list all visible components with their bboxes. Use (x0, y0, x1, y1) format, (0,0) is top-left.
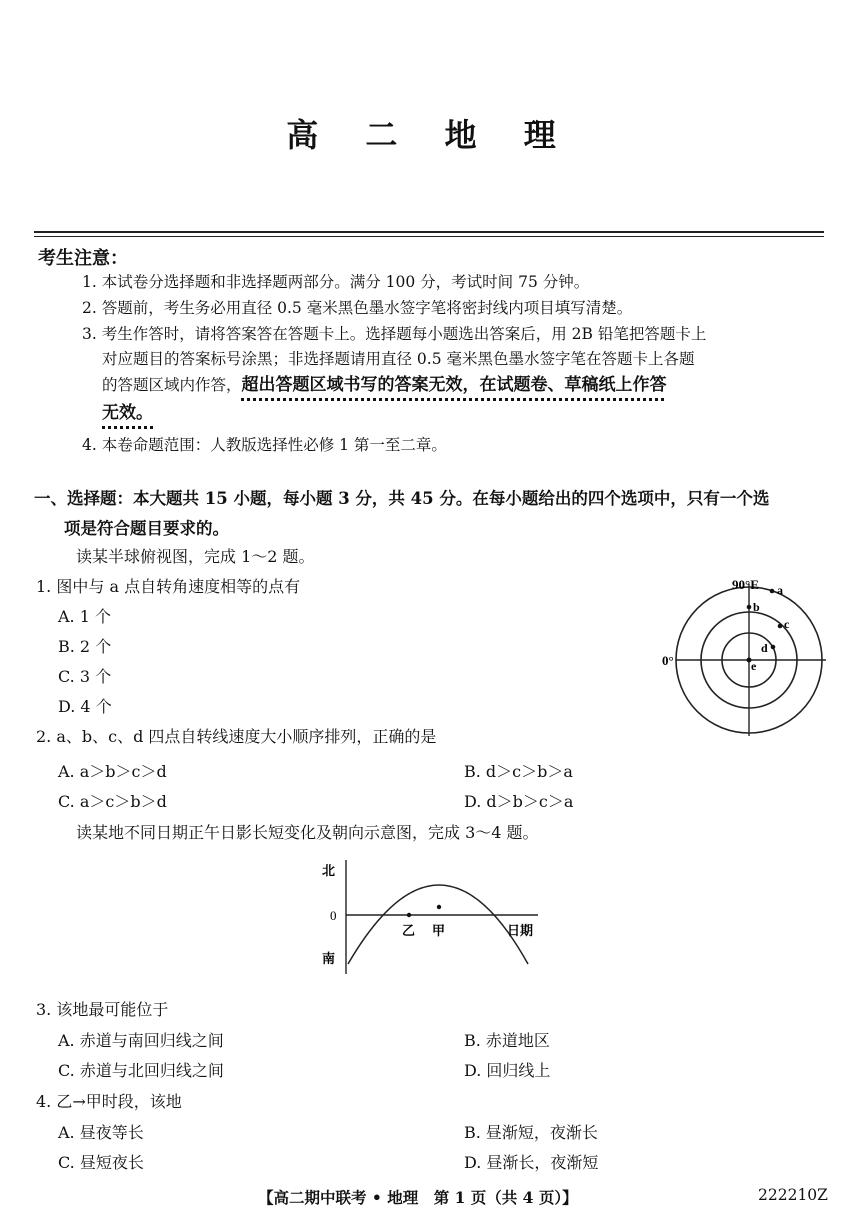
notice-emphasis: 超出答题区域书写的答案无效，在试题卷、草稿纸上作答 (241, 375, 667, 395)
label-south: 南 (322, 951, 336, 966)
label-jia: 甲 (432, 923, 446, 938)
point-jia (437, 905, 441, 909)
label-0-degree: 0° (662, 653, 674, 668)
notice-heading: 考生注意： (38, 248, 128, 269)
label-north: 北 (322, 863, 336, 878)
notice-item-3-line-4 (102, 401, 153, 425)
question-2-stem: 2. a、b、c、d 四点自转线速度大小顺序排列，正确的是 (36, 727, 437, 746)
intro-questions-3-4: 读某地不同日期正午日影长短变化及朝向示意图，完成 3～4 题。 (76, 823, 539, 842)
question-3-option-b: B. 赤道地区 (464, 1031, 550, 1050)
notice-item-3-line-3 (102, 373, 667, 397)
question-3-option-d: D. 回归线上 (464, 1061, 551, 1080)
label-90e: 90°E (732, 577, 759, 592)
point-yi (407, 913, 411, 917)
label-d: d (761, 641, 768, 655)
question-3-stem: 3. 该地最可能位于 (36, 1000, 169, 1019)
question-2-option-a: A. a＞b＞c＞d (58, 762, 167, 781)
notice-item-1: 1. 本试卷分选择题和非选择题两部分。满分 100 分，考试时间 75 分钟。 (82, 273, 590, 291)
question-1-stem: 1. 图中与 a 点自转角速度相等的点有 (36, 577, 301, 596)
label-c: c (784, 617, 790, 631)
question-2-option-c: C. a＞c＞b＞d (58, 792, 167, 811)
question-1-option-a: A. 1 个 (58, 607, 111, 626)
footer-code: 222210Z (758, 1186, 828, 1204)
question-1-option-c: C. 3 个 (58, 667, 112, 686)
label-yi: 乙 (402, 923, 416, 938)
point-b (747, 605, 752, 610)
header-rule-thick (34, 231, 824, 233)
point-d (771, 645, 776, 650)
question-4-option-b: B. 昼渐短，夜渐长 (464, 1123, 598, 1142)
point-c (778, 624, 783, 629)
question-1-option-b: B. 2 个 (58, 637, 112, 656)
question-4-option-c: C. 昼短夜长 (58, 1153, 144, 1172)
label-a: a (777, 583, 783, 597)
header-rule-thin (34, 236, 824, 237)
question-4-stem: 4. 乙→甲时段，该地 (36, 1092, 182, 1111)
section-heading-line-2: 项是符合题目要求的。 (64, 519, 229, 538)
notice-item-3-prefix: 的答题区域内作答， (102, 376, 242, 394)
label-e: e (751, 659, 757, 673)
section-heading-line-1: 一、选择题：本大题共 15 小题，每小题 3 分，共 45 分。在每小题给出的四个选项中，只有一个选 (34, 489, 770, 508)
question-1-option-d: D. 4 个 (58, 697, 112, 716)
question-4-option-a: A. 昼夜等长 (58, 1123, 144, 1142)
label-date: 日期 (507, 923, 534, 938)
question-2-option-b: B. d＞c＞b＞a (464, 762, 573, 781)
label-zero: 0 (330, 908, 337, 923)
question-3-option-c: C. 赤道与北回归线之间 (58, 1061, 224, 1080)
question-3-option-a: A. 赤道与南回归线之间 (58, 1031, 224, 1050)
question-2-option-d: D. d＞b＞c＞a (464, 792, 574, 811)
footer-page-info: 【高二期中联考 • 地理 第 1 页（共 4 页）】 (258, 1188, 578, 1207)
section-heading (34, 484, 829, 544)
notice-emphasis-end: 无效。 (102, 403, 153, 423)
label-b: b (753, 600, 760, 614)
intro-questions-1-2: 读某半球俯视图，完成 1～2 题。 (76, 547, 315, 566)
question-4-option-d: D. 昼渐长，夜渐短 (464, 1153, 599, 1172)
hemisphere-diagram (658, 572, 826, 736)
page-title: 高 二 地 理 (286, 116, 574, 154)
point-a (770, 589, 775, 594)
shadow-length-diagram (318, 856, 540, 976)
notice-item-2: 2. 答题前，考生务必用直径 0.5 毫米黑色墨水签字笔将密封线内项目填写清楚。 (82, 299, 633, 317)
notice-item-3-line-2: 对应题目的答案标号涂黑；非选择题请用直径 0.5 毫米黑色墨水签字笔在答题卡上各题 (102, 350, 695, 368)
notice-item-4: 4. 本卷命题范围：人教版选择性必修 1 第一至二章。 (82, 436, 447, 454)
notice-item-3-line-1: 3. 考生作答时，请将答案答在答题卡上。选择题每小题选出答案后，用 2B 铅笔把答题卡上 (82, 325, 707, 343)
